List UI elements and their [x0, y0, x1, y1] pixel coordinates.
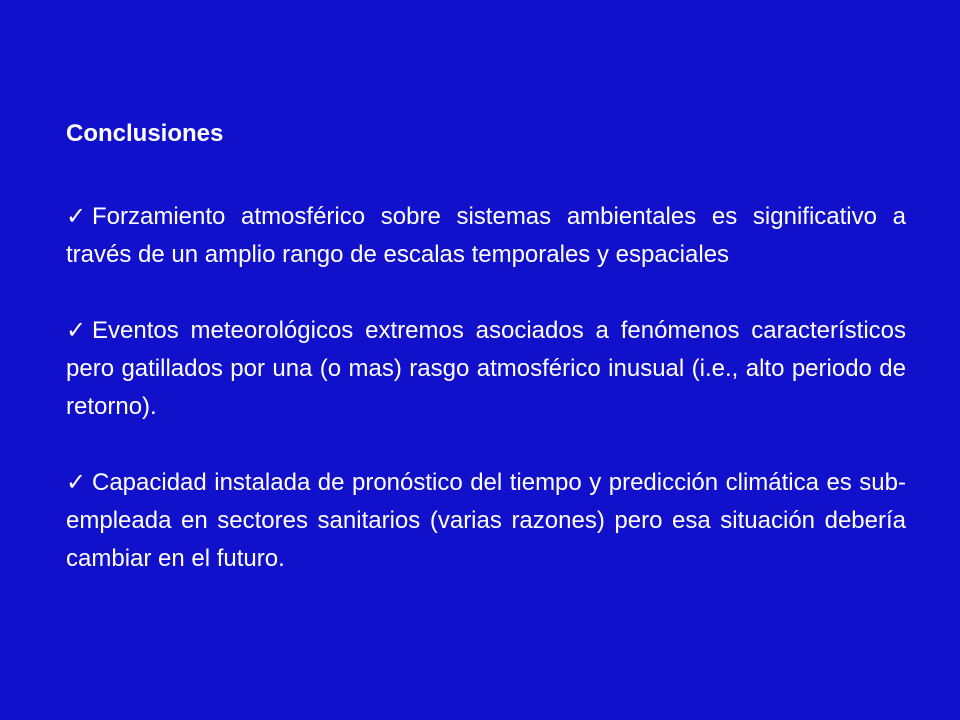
bullet-text: Eventos meteorológicos extremos asociados a fenómenos característicos pero gatillados por una (o mas) rasgo atmosférico inusual (i.e., alto periodo de retorno).: [66, 317, 906, 420]
bullet-list: [66, 198, 906, 616]
bullet-item: [66, 198, 906, 274]
check-mark-icon: ✓: [66, 317, 87, 344]
bullet-text: Forzamiento atmosférico sobre sistemas ambientales es significativo a través de un amplio rango de escalas temporales y espaciales: [66, 203, 906, 268]
check-mark-icon: ✓: [66, 469, 87, 496]
bullet-item: [66, 312, 906, 426]
bullet-text: Capacidad instalada de pronóstico del tiempo y predicción climática es sub-empleada en sectores sanitarios (varias razones) pero esa situación debería cambiar en el futuro.: [66, 469, 906, 572]
slide-title: Conclusiones: [66, 120, 224, 147]
bullet-item: [66, 464, 906, 578]
check-mark-icon: ✓: [66, 203, 87, 230]
